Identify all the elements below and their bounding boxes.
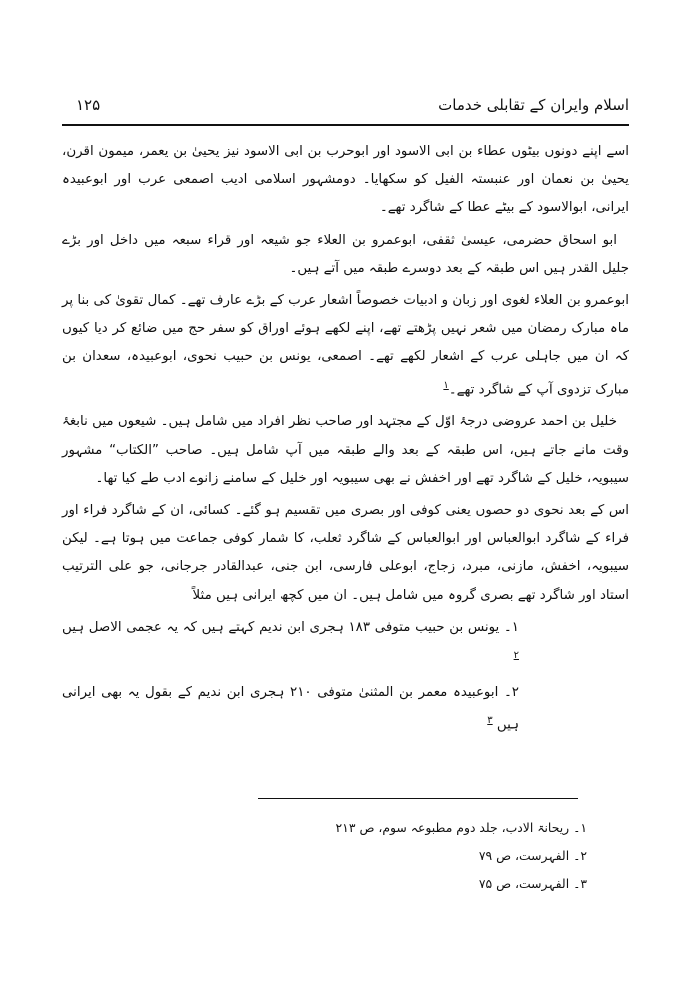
running-header xyxy=(62,92,629,122)
footnote-marker: ۳ xyxy=(487,714,493,726)
footnotes xyxy=(62,814,587,898)
paragraph: ابو اسحاق حضرمی، عیسیٰ ثقفی، ابوعمرو بن العلاء جو شیعہ اور قراء سبعہ میں داخل اور بڑے جلیل القدر ہیں اس طبقہ کے بعد دوسرے طبقہ میں آتے ہیں۔ xyxy=(62,232,629,276)
footnote: ۳۔ الفہرست، ص ۷۵ xyxy=(478,876,587,891)
body-text xyxy=(62,138,629,743)
footnote: ۲۔ الفہرست، ص ۷۹ xyxy=(478,848,587,863)
paragraph: ابوعمرو بن العلاء لغوی اور زبان و ادبیات خصوصاً اشعار عرب کے بڑے عارف تھے۔ کمال تقویٰ کی بنا پر ماہ مبارک رمضان میں شعر نہیں پڑھتے تھے، اپنے لکھے ہوئے اوراق کو سفر حج میں ضائع کر دیا کیوں کہ ان میں جاہلی عرب کے اشعار لکھے تھے۔ اصمعی، یونس بن حبیب نحوی، ابوعبیدہ، سعدان بن مبارک تزدوی آپ کے شاگرد تھے۔$^۱$ xyxy=(62,293,629,398)
running-title: اسلام وایران کے تقابلی خدمات xyxy=(438,96,629,114)
footnote-marker: ۲ xyxy=(513,649,519,661)
footnote-marker: ۱ xyxy=(443,379,449,391)
page-number: ۱۲۵ xyxy=(76,96,101,114)
footnote-divider xyxy=(258,798,578,799)
paragraph: خلیل بن احمد عروضی درجۂ اوّل کے مجتہد اور صاحب نظر افراد میں شامل ہیں۔ شیعوں میں نابغۂ وقت مانے جاتے ہیں، اس طبقہ کے بعد والے طبقہ میں آپ شامل ہیں۔ صاحب ”الکتاب“ مشہور سیبویہ، خلیل کے شاگرد تھے اور اخفش نے بھی سیبویہ اور خلیل کے سامنے زانوے ادب طے کیا تھا۔ xyxy=(62,414,629,486)
header-divider xyxy=(62,124,629,126)
footnote: ۱۔ ریحانۃ الادب، جلد دوم مطبوعہ سوم، ص ۲۱۳ xyxy=(335,820,587,835)
paragraph: اسے اپنے دونوں بیٹوں عطاء بن ابی الاسود اور ابوحرب بن ابی الاسود نیز یحییٰ بن یعمر، میمون اقرن، یحییٰ بن نعمان اور عنبستہ الفیل کو سکھایا۔ دومشہور اسلامی ادیب اصمعی عرب اور ابوعبیدہ ایرانی، ابوالاسود کے بیٹے عطا کے شاگرد تھے۔ xyxy=(62,144,629,216)
list-item: ۱۔ یونس بن حبیب متوفی ۱۸۳ ہجری ابن ندیم کہتے ہیں کہ یہ عجمی الاصل ہیں $^۲$ xyxy=(62,619,519,661)
list-item: ۲۔ ابوعبیدہ معمر بن المثنیٰ متوفی ۲۱۰ ہجری ابن ندیم کے بقول یہ بھی ایرانی ہیں $^۳$ xyxy=(62,684,519,733)
paragraph: اس کے بعد نحوی دو حصوں یعنی کوفی اور بصری میں تقسیم ہو گئے۔ کسائی، ان کے شاگرد فراء اور فراء کے شاگرد ابوالعباس اور ابوالعباس کے شاگرد ثعلب، کا شمار کوفی جماعت میں ہوتا ہے۔ لیکن سیبویہ، اخفش، مازنی، مبرد، زجاج، ابوعلی فارسی، ابن جنی، عبدالقادر جرجانی، جو علی الترتیب استاد اور شاگرد تھے بصری گروہ میں شامل ہیں۔ ان میں کچھ ایرانی ہیں مثلاً xyxy=(62,502,629,603)
